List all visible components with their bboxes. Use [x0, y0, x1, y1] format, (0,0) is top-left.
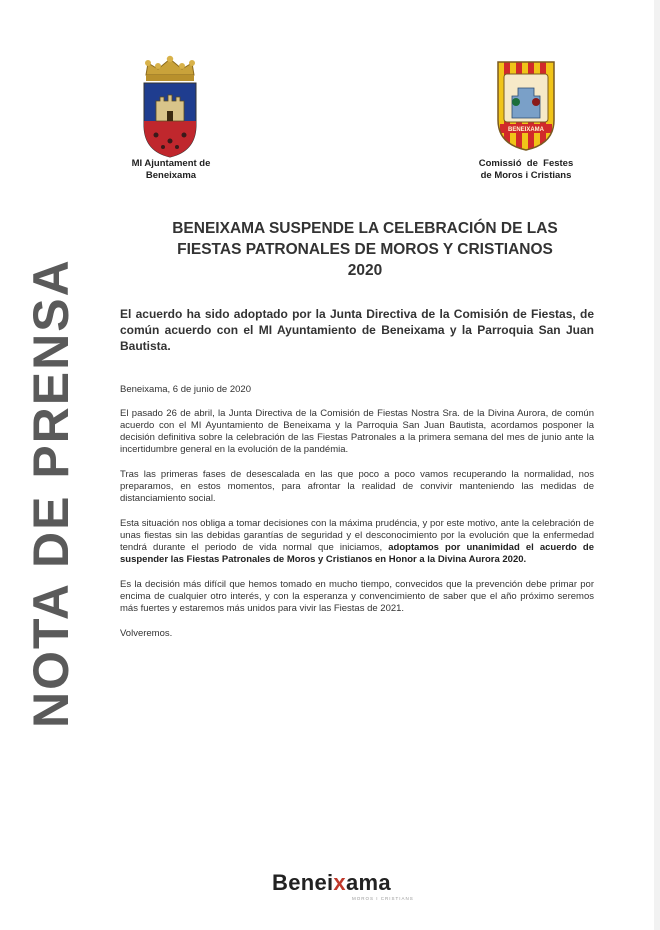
- comissio-festes-logo: [494, 58, 558, 152]
- comissio-caption-line2: de Moros i Cristians: [480, 170, 572, 181]
- brand-subtitle: MOROS I CRISTIANS: [352, 896, 414, 901]
- comissio-caption: [468, 158, 584, 182]
- page-edge: [654, 0, 660, 930]
- ajuntament-coat-of-arms-logo: [138, 55, 202, 159]
- title-line3: 2020: [347, 262, 383, 279]
- logo-banner-text: BENEIXAMA: [507, 127, 545, 133]
- paragraph-3: [120, 518, 594, 566]
- ajuntament-caption-line1: MI Ajuntament de: [131, 158, 211, 169]
- paragraph-2: Tras las primeras fases de desescalada en las que poco a poco vamos recuperando la normalidad, nos preparamos, en estos momentos, para afrontar la realidad de convivir manteniendo las medidas de distanciamiento social.: [120, 469, 594, 504]
- lead-paragraph: El acuerdo ha sido adoptado por la Junta Directiva de la Comisión de Fiestas, de común acuerdo con el MI Ayuntamiento de Beneixama y la Parroquia San Juan Bautista.: [120, 307, 594, 353]
- nota-de-prensa-label: NOTA DE PRENSA: [23, 258, 79, 728]
- brand-wordmark: [272, 870, 391, 896]
- brand-part1: Benei: [272, 870, 334, 895]
- beneixama-brand-logo: [272, 870, 432, 906]
- brand-x: x: [333, 870, 346, 895]
- brand-part2: ama: [345, 870, 391, 895]
- shield-icon: [144, 83, 196, 157]
- closing-line: Volveremos.: [120, 628, 173, 639]
- title-line1: BENEIXAMA SUSPENDE LA CELEBRACIÓN DE LAS: [172, 220, 558, 237]
- paragraph-3-bold: adoptamos por unanimidad el acuerdo de suspender las Fiestas Patronales de Moros y Cristianos en Honor a la Divina Aurora 2020.: [120, 542, 595, 565]
- ajuntament-caption-line2: Beneixama: [145, 170, 197, 181]
- crown-icon: [145, 56, 195, 81]
- date-line: Beneixama, 6 de junio de 2020: [120, 384, 251, 395]
- ajuntament-caption: [116, 158, 226, 182]
- title-line2: FIESTAS PATRONALES DE MOROS Y CRISTIANOS: [177, 241, 553, 258]
- press-release-title: [120, 218, 610, 281]
- body-text: [120, 384, 594, 653]
- paragraph-3-text: Esta situación nos obliga a tomar decisiones con la máxima prudéncia, y por este motivo, ante la celebración de unas fiestas sin las debidas garantías de seguridad y el desconocimiento por la evolución que la enfermedad tendrá durante el periodo de vida normal que iniciamos,: [120, 518, 594, 553]
- paragraph-1: El pasado 26 de abril, la Junta Directiva de la Comisión de Fiestas Nostra Sra. de la Divina Aurora, de común acuerdo con el MI Ayuntamiento de Beneixama y la Parroquia San Juan Bautista, acordamos posponer la decisión definitiva sobre la celebración de las Fiestas Patronales a la primera semana del mes de junio ante la incertidumbre general en la evolución de la pandémia.: [120, 408, 594, 455]
- comissio-caption-line1: Comissió de Festes: [478, 158, 574, 169]
- paragraph-4: Es la decisión más difícil que hemos tomado en mucho tiempo, convecidos que la prevención debe primar por encima de cualquier otro interés, y con la esperanza y convencimiento de saber que el año próximo seremos más fuertes y estaremos más unidos para vivir las Fiestas de 2021.: [120, 579, 594, 614]
